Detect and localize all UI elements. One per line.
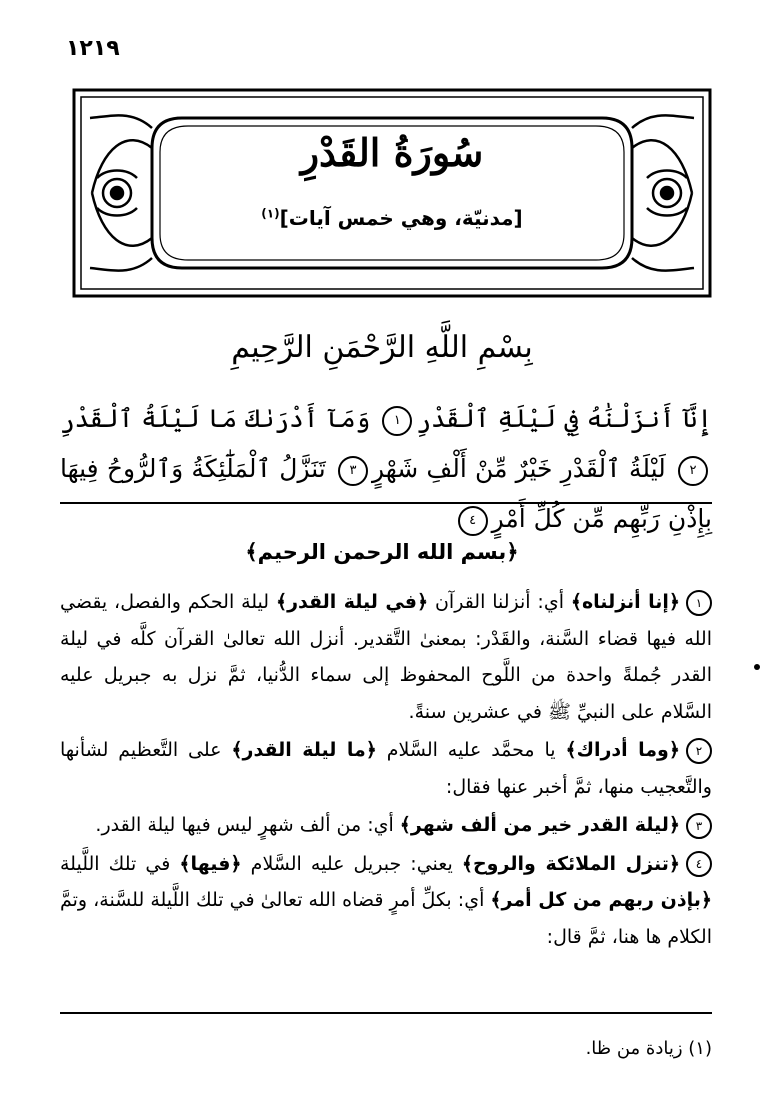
commentary-text: ليلة الحكم والفصل، يقضي الله فيها قضاء السَّنة، والقَدْر: بمعنىٰ التَّقدير. أنزل الله تعالىٰ القرآن كلَّه في ليلة القدر جُملةً واحدة من اللَّوح المحفوظ إلى سماء الدُّنيا، ثمَّ نزل به جبريل عليه السَّلام على النبيِّ ﷺ في عشرين سنةً. — [60, 591, 712, 723]
ayah-text: وَمَآ أَدْرَىٰكَ مَا لَيْلَةُ ٱلْقَدْرِ — [60, 404, 371, 433]
ornamental-border — [72, 88, 712, 298]
footnote-text: زيادة من ظا. — [585, 1038, 683, 1059]
quran-quote: ﴿ما ليلة القدر﴾ — [231, 739, 377, 761]
commentary-text: يعني: جبريل عليه السَّلام — [241, 852, 462, 875]
commentary-text: يا محمَّد عليه السَّلام — [376, 739, 566, 761]
quran-verses — [60, 394, 712, 544]
surah-title: سُورَةُ القَدْرِ — [300, 130, 484, 175]
footnote — [60, 1038, 712, 1059]
ayah-number-marker: ٣ — [338, 456, 368, 486]
tafsir-paragraph — [60, 584, 712, 730]
commentary-text: أي: بكلِّ أمرٍ قضاه الله تعالىٰ في تلك اللَّيلة للسَّنة، وتمَّ الكلام ها هنا، ثمَّ قال: — [60, 889, 712, 948]
tafsir-paragraph — [60, 846, 712, 956]
tafsir-commentary — [60, 584, 712, 955]
tafsir-basmala: ﴿بسم الله الرحمن الرحيم﴾ — [245, 540, 519, 564]
quran-quote: ﴿تنزل الملائكة والروح﴾ — [461, 852, 680, 875]
footnote-divider — [60, 1012, 712, 1014]
divider — [60, 502, 712, 504]
surah-subtitle-text: [مدنيّة، وهي خمس آيات] — [279, 206, 523, 230]
commentary-text: على التَّعظيم لشأنها والتَّعجيب منها، ثمَّ أخبر عنها فقال: — [60, 739, 712, 798]
quran-quote: ﴿فيها﴾ — [179, 852, 242, 875]
commentary-text: أي: من ألف شهرٍ ليس فيها ليلة القدر. — [95, 814, 400, 836]
footnote-marker: (١) — [688, 1038, 712, 1059]
ayah-text: تَنَزَّلُ ٱلْمَلَٰٓئِكَةُ وَٱلرُّوحُ فِيهَا بِإِذْنِ رَبِّهِم مِّن كُلِّ أَمْرٍ — [60, 454, 712, 533]
verse-number-marker: ٣ — [686, 813, 712, 839]
quran-quote: ﴿في ليلة القدر﴾ — [275, 591, 429, 613]
basmala-calligraphy: بِسْمِ اللَّهِ الرَّحْمَنِ الرَّحِيمِ — [231, 330, 533, 365]
quran-quote: ﴿بإذن ربهم من كل أمر﴾ — [490, 889, 712, 911]
ayah-number-marker: ٤ — [458, 506, 488, 536]
commentary-text: أي: أنزلنا القرآن — [428, 591, 571, 613]
surah-subtitle — [72, 206, 712, 230]
margin-dot — [754, 664, 760, 670]
verse-number-marker: ٤ — [686, 851, 712, 877]
quran-quote: ﴿وما أدراك﴾ — [565, 739, 680, 761]
ayah-text: إِنَّآ أَنزَلْنَٰهُ فِي لَيْلَةِ ٱلْقَدْرِ — [416, 404, 712, 433]
footnote-ref: (١) — [261, 206, 280, 221]
quran-quote: ﴿إنا أنزلناه﴾ — [570, 591, 681, 613]
ayah-number-marker: ٢ — [678, 456, 708, 486]
commentary-text: في تلك اللَّيلة — [60, 852, 180, 875]
ayah-number-marker: ١ — [382, 406, 412, 436]
ayah-text: لَيْلَةُ ٱلْقَدْرِ خَيْرٌ مِّنْ أَلْفِ شَهْرٍ — [371, 454, 666, 483]
quran-quote: ﴿ليلة القدر خير من ألف شهر﴾ — [399, 814, 680, 836]
verse-number-marker: ١ — [686, 590, 712, 616]
page-number: ١٢١٩ — [66, 36, 120, 61]
tafsir-paragraph — [60, 807, 712, 844]
surah-header-frame — [72, 88, 712, 298]
tafsir-paragraph — [60, 732, 712, 805]
verse-number-marker: ٢ — [686, 738, 712, 764]
